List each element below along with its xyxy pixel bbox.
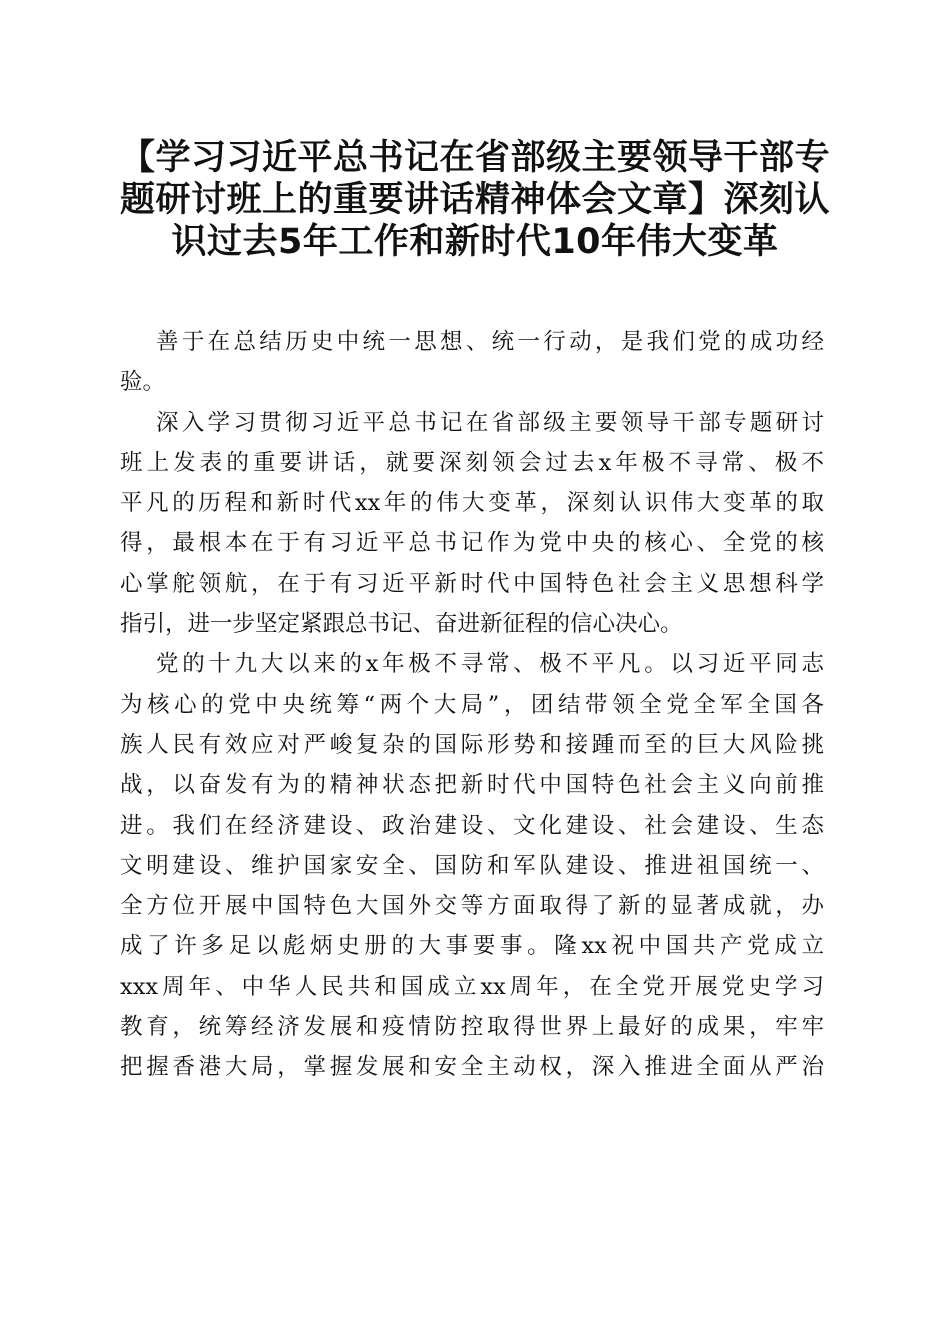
text-line: 战，以奋发有为的精神状态把新时代中国特色社会主义向前推 (120, 772, 824, 799)
paragraph (120, 322, 824, 403)
text-line: 全方位开展中国特色大国外交等方面取得了新的显著成就，办 (120, 893, 824, 920)
text-line: 为核心的党中央统筹“两个大局”，团结带领全党全军全国各 (120, 691, 824, 718)
document-title (110, 137, 840, 263)
text-line: 党的十九大以来的x年极不寻常、极不平凡。以习近平同志 (156, 651, 824, 678)
paragraph (120, 644, 824, 1087)
text-line: 平凡的历程和新时代xx年的伟大变革，深刻认识伟大变革的取 (120, 490, 824, 517)
text-line: 成了许多足以彪炳史册的大事要事。隆xx祝中国共产党成立 (120, 933, 824, 960)
text-line: 文明建设、维护国家安全、国防和军队建设、推进祖国统一、 (120, 852, 824, 879)
text-line: 得，最根本在于有习近平总书记作为党中央的核心、全党的核 (120, 530, 824, 557)
text-line: 教育，统筹经济发展和疫情防控取得世界上最好的成果，牢牢 (120, 1014, 824, 1041)
document-body (120, 322, 824, 1088)
text-line: 深入学习贯彻习近平总书记在省部级主要领导干部专题研讨 (156, 409, 824, 436)
text-line: 班上发表的重要讲话，就要深刻领会过去x年极不寻常、极不 (120, 449, 824, 476)
text-line: 验。 (120, 369, 166, 396)
text-line: xxx周年、中华人民共和国成立xx周年，在全党开展党史学习 (120, 973, 824, 1000)
text-line: 把握香港大局，掌握发展和安全主动权，深入推进全面从严治 (120, 1054, 824, 1081)
title-line: 题研讨班上的重要讲话精神体会文章】深刻认 (119, 180, 830, 220)
title-line: 识过去5年工作和新时代10年伟大变革 (171, 222, 779, 262)
text-line: 心掌舵领航，在于有习近平新时代中国特色社会主义思想科学 (120, 570, 824, 597)
text-line: 进。我们在经济建设、政治建设、文化建设、社会建设、生态 (120, 812, 824, 839)
text-line: 指引，进一步坚定紧跟总书记、奋进新征程的信心决心。 (120, 611, 683, 638)
paragraph (120, 403, 824, 645)
text-line: 善于在总结历史中统一思想、统一行动，是我们党的成功经 (156, 329, 824, 355)
text-line: 族人民有效应对严峻复杂的国际形势和接踵而至的巨大风险挑 (120, 731, 824, 758)
title-line: 【学习习近平总书记在省部级主要领导干部专 (119, 138, 830, 178)
